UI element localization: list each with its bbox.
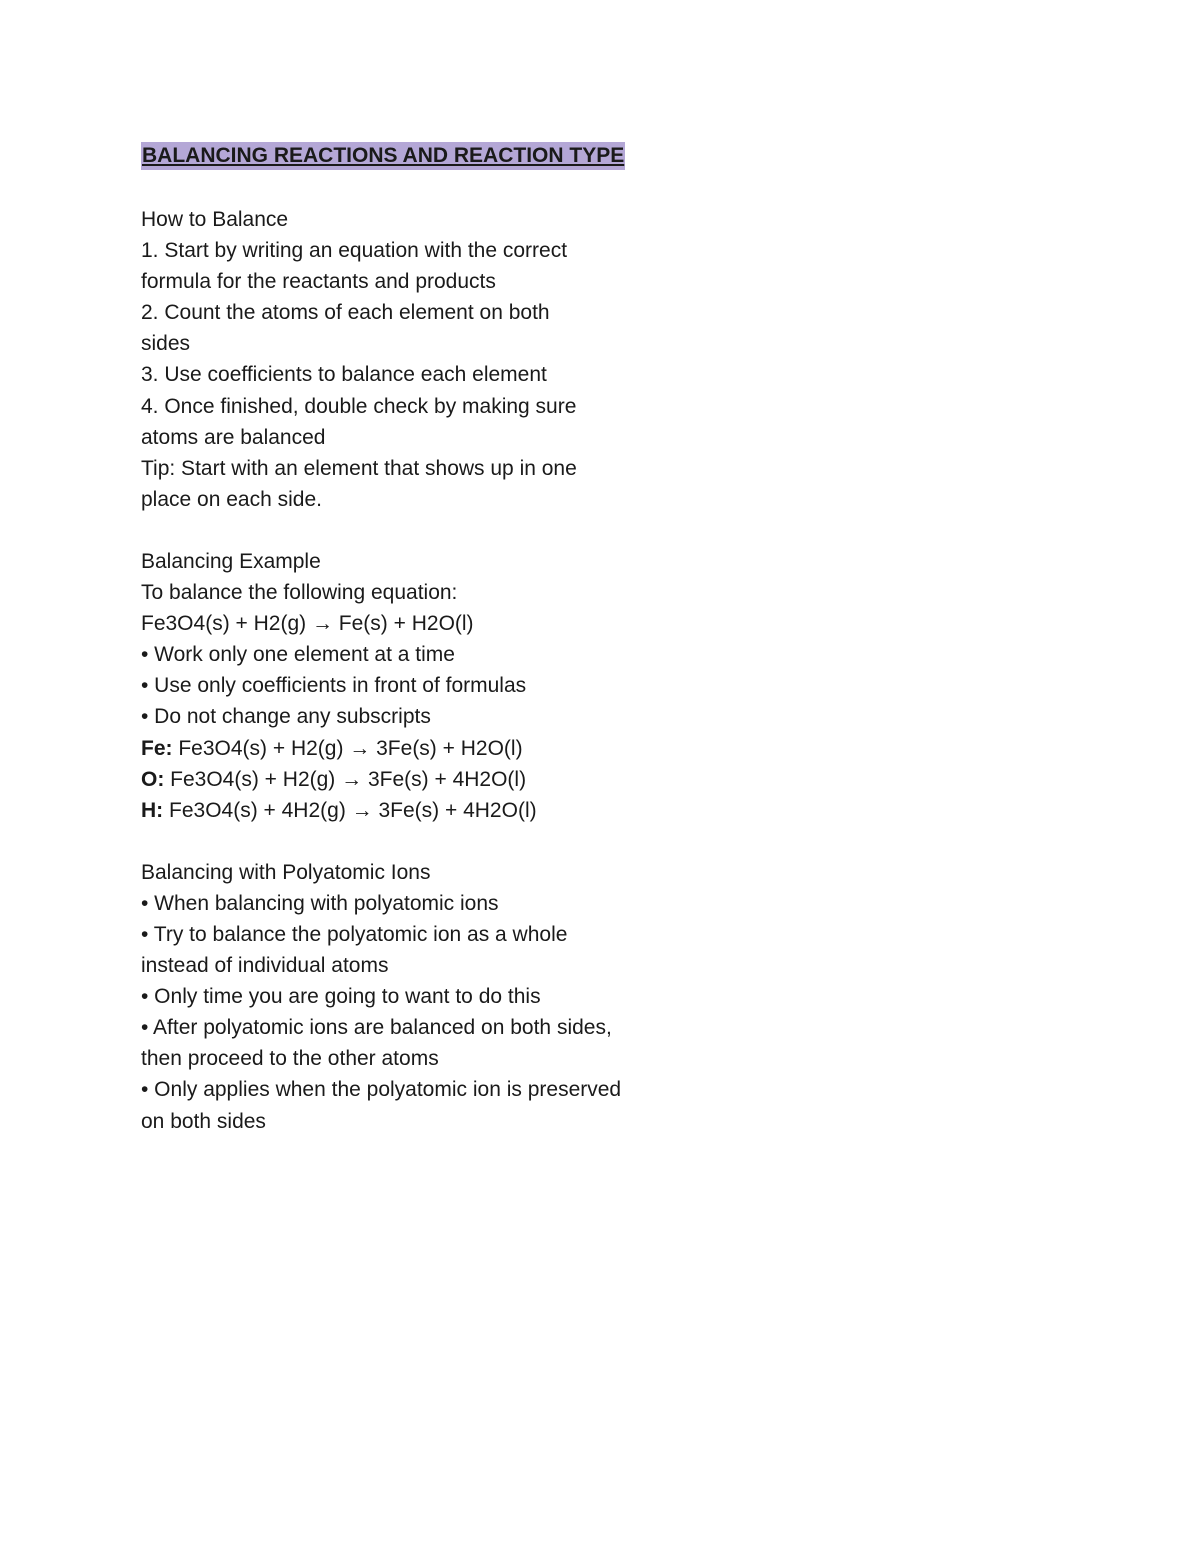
step-label: H: (141, 798, 164, 822)
document-page (141, 140, 701, 1137)
polyatomic-line: • Try to balance the polyatomic ion as a whole (141, 922, 568, 946)
step-label: O: (141, 767, 165, 791)
polyatomic-line: • When balancing with polyatomic ions (141, 891, 499, 915)
how-to-line: atoms are balanced (141, 425, 326, 449)
blank-line (141, 515, 701, 546)
section-heading-polyatomic: Balancing with Polyatomic Ions (141, 860, 431, 884)
example-equation: Fe3O4(s) + H2(g) → Fe(s) + H2O(l) (141, 612, 474, 636)
blank-line (141, 826, 701, 857)
polyatomic-line: then proceed to the other atoms (141, 1047, 439, 1071)
step-equation: Fe3O4(s) + H2(g) → 3Fe(s) + 4H2O(l) (164, 767, 527, 791)
how-to-line: sides (141, 332, 191, 356)
document-title: BALANCING REACTIONS AND REACTION TYPE (141, 142, 625, 170)
section-heading-balancing-example: Balancing Example (141, 549, 321, 573)
polyatomic-line: on both sides (141, 1109, 266, 1133)
how-to-line: Tip: Start with an element that shows up in one (141, 456, 577, 480)
polyatomic-line: • Only time you are going to want to do this (141, 985, 541, 1009)
how-to-line: place on each side. (141, 487, 322, 511)
how-to-line: 2. Count the atoms of each element on both (141, 301, 550, 325)
how-to-line: formula for the reactants and products (141, 270, 496, 294)
polyatomic-line: instead of individual atoms (141, 954, 389, 978)
example-step-h (141, 795, 701, 826)
how-to-line: 1. Start by writing an equation with the correct (141, 239, 568, 263)
step-label: Fe: (141, 736, 173, 760)
example-bullet: • Work only one element at a time (141, 643, 455, 667)
step-equation: Fe3O4(s) + 4H2(g) → 3Fe(s) + 4H2O(l) (163, 798, 537, 822)
example-intro: To balance the following equation: (141, 581, 458, 605)
example-step-o (141, 764, 701, 795)
step-equation: Fe3O4(s) + H2(g) → 3Fe(s) + H2O(l) (172, 736, 523, 760)
polyatomic-line: • After polyatomic ions are balanced on both sides, (141, 1016, 612, 1040)
how-to-line: 4. Once finished, double check by making sure (141, 394, 577, 418)
how-to-line: 3. Use coefficients to balance each element (141, 363, 547, 387)
section-heading-how-to-balance: How to Balance (141, 208, 289, 231)
polyatomic-line: • Only applies when the polyatomic ion is preserved (141, 1078, 622, 1102)
example-bullet: • Do not change any subscripts (141, 705, 431, 729)
example-step-fe (141, 733, 701, 764)
example-bullet: • Use only coefficients in front of formulas (141, 674, 527, 698)
